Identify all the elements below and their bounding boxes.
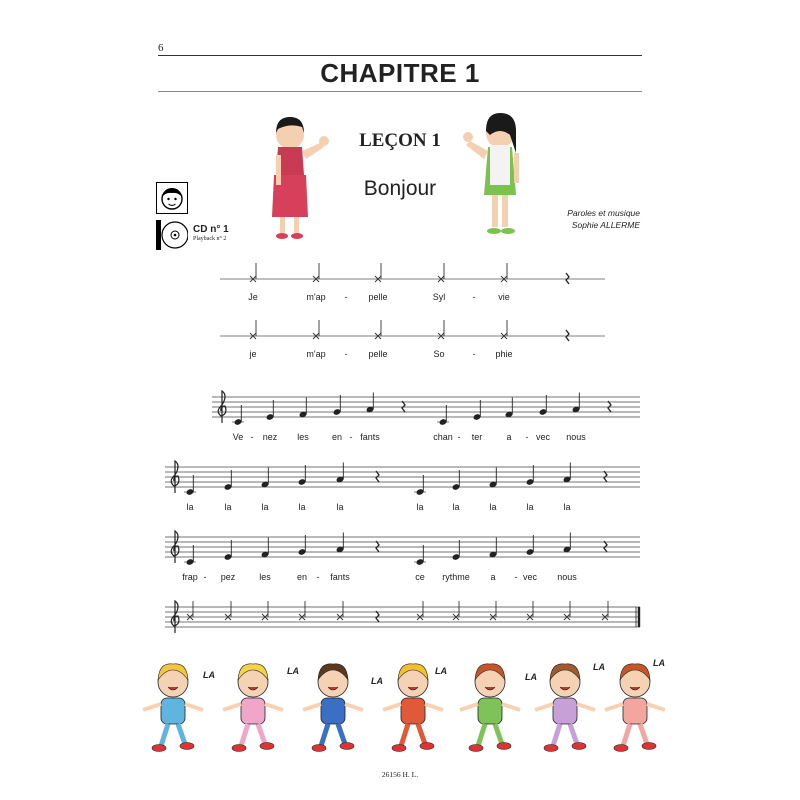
- staff-note: [452, 540, 461, 561]
- lyric-syllable: fants: [360, 432, 380, 442]
- staff-note: [336, 533, 345, 554]
- child-figure: [383, 664, 443, 752]
- staff-note: [526, 465, 535, 486]
- lyric-syllable: les: [297, 432, 309, 442]
- lyric-syllable: la: [186, 502, 194, 512]
- rest-symbol: [566, 273, 569, 284]
- staff-note: [224, 540, 233, 561]
- lyric-syllable: la: [336, 502, 344, 512]
- speech-la: LA: [653, 658, 665, 668]
- lyric-syllable: la: [563, 502, 571, 512]
- lyric-syllable: pez: [220, 572, 236, 582]
- lyric-syllable: vec: [535, 432, 551, 442]
- treble-clef-icon: [171, 461, 179, 493]
- lyric-syllable: la: [526, 502, 534, 512]
- treble-clef-icon: [171, 601, 179, 633]
- staff-note: [437, 405, 449, 426]
- staff-note: [489, 468, 498, 489]
- playback-label: Playback n° 2: [193, 236, 227, 242]
- lyric-syllable: en: [331, 432, 343, 442]
- staff-note: [473, 400, 482, 421]
- lyric-syllable: chan: [433, 432, 453, 442]
- child-figure: [303, 664, 363, 752]
- staff: [165, 601, 640, 633]
- lyric-syllable: la: [261, 502, 269, 512]
- staff-note: [414, 475, 426, 496]
- staff-note: [452, 470, 461, 491]
- staff-note: [572, 393, 581, 414]
- staff-note: [526, 535, 535, 556]
- staff-note: [414, 545, 426, 566]
- staff-note: [184, 475, 196, 496]
- treble-clef-icon: [171, 531, 179, 563]
- staves: [165, 391, 640, 633]
- staff-note: [232, 405, 244, 426]
- lyric-syllable: la: [224, 502, 232, 512]
- speech-la: LA: [593, 662, 605, 672]
- staff-note: [333, 395, 342, 416]
- rhythm-line: [220, 263, 605, 302]
- page-number: 6: [158, 42, 164, 54]
- lyric-syllable: Ve: [232, 432, 244, 442]
- lyric-syllable: nous: [566, 432, 586, 442]
- lyric-syllable: -: [316, 572, 320, 582]
- lyric-syllable: phie: [495, 349, 513, 359]
- lyric-syllable: -: [344, 292, 348, 302]
- lyric-syllable: -: [525, 432, 529, 442]
- rest-symbol: [376, 541, 379, 552]
- lyric-syllable: m'ap: [306, 292, 326, 302]
- staff: [165, 531, 640, 582]
- lyric-syllable: -: [472, 349, 476, 359]
- child-figure: [605, 664, 665, 752]
- rhythm-lines: [220, 263, 605, 359]
- staff-note: [261, 468, 270, 489]
- lyric-syllable: a: [506, 432, 512, 442]
- staff-note: [539, 395, 548, 416]
- staff-note: [336, 463, 345, 484]
- chapter-title: CHAPITRE 1: [320, 58, 480, 88]
- lyric-syllable: je: [249, 349, 257, 359]
- staff-note: [261, 538, 270, 559]
- lyric-syllable: a: [490, 572, 496, 582]
- lyric-syllable: ce: [415, 572, 425, 582]
- staff-note: [298, 465, 307, 486]
- staff-note: [505, 398, 514, 419]
- child-figure: [223, 664, 283, 752]
- lyric-syllable: ter: [471, 432, 483, 442]
- lyric-syllable: les: [259, 572, 271, 582]
- lyric-syllable: -: [344, 349, 348, 359]
- staff-note: [184, 545, 196, 566]
- lyric-syllable: fants: [330, 572, 350, 582]
- rest-symbol: [402, 401, 405, 412]
- staff-note: [563, 533, 572, 554]
- lyric-syllable: pelle: [368, 292, 388, 302]
- lyric-syllable: frap: [182, 572, 198, 582]
- lyric-syllable: la: [416, 502, 424, 512]
- lyric-syllable: nez: [262, 432, 278, 442]
- child-figure: [143, 664, 203, 752]
- staff-note: [298, 535, 307, 556]
- speech-la: LA: [203, 670, 215, 680]
- lyric-syllable: -: [349, 432, 353, 442]
- staff-note: [563, 463, 572, 484]
- lyric-syllable: So: [433, 349, 445, 359]
- lyric-syllable: -: [472, 292, 476, 302]
- rest-symbol: [604, 471, 607, 482]
- staff-note: [266, 400, 275, 421]
- lyric-syllable: Je: [248, 292, 258, 302]
- rest-symbol: [566, 330, 569, 341]
- staff-note: [224, 470, 233, 491]
- lyric-syllable: la: [298, 502, 306, 512]
- rest-symbol: [608, 401, 611, 412]
- lyric-syllable: -: [250, 432, 254, 442]
- lesson-title: LEÇON 1: [359, 130, 441, 151]
- lyric-syllable: -: [514, 572, 518, 582]
- staff-note: [366, 393, 375, 414]
- lyric-syllable: -: [457, 432, 461, 442]
- lyric-syllable: rythme: [442, 572, 470, 582]
- footer-code: 26156 H. L.: [381, 770, 419, 779]
- rest-symbol: [376, 611, 379, 622]
- speech-la: LA: [435, 666, 447, 676]
- lyric-syllable: pelle: [368, 349, 388, 359]
- lyric-syllable: en: [296, 572, 308, 582]
- child-figure: [535, 664, 595, 752]
- child-figure: [460, 664, 520, 752]
- lyric-syllable: m'ap: [306, 349, 326, 359]
- staff: [212, 391, 640, 442]
- credits-line-2: Sophie ALLERME: [571, 220, 640, 230]
- rest-symbol: [376, 471, 379, 482]
- speech-la: LA: [525, 672, 537, 682]
- staff: [165, 461, 640, 512]
- speech-la: LA: [287, 666, 299, 676]
- lyric-syllable: Syl: [432, 292, 446, 302]
- rhythm-line: [220, 320, 605, 359]
- lesson-subtitle: Bonjour: [363, 177, 437, 200]
- lyric-syllable: vec: [522, 572, 538, 582]
- speech-la: LA: [371, 676, 383, 686]
- children-dancing-illustration: [135, 648, 665, 760]
- staff-note: [489, 538, 498, 559]
- rest-symbol: [604, 541, 607, 552]
- lyric-syllable: -: [203, 572, 207, 582]
- lyric-syllable: nous: [557, 572, 577, 582]
- lyric-syllable: la: [489, 502, 497, 512]
- treble-clef-icon: [218, 391, 226, 423]
- staff-note: [299, 398, 308, 419]
- lyric-syllable: vie: [498, 292, 510, 302]
- credits-line-1: Paroles et musique: [567, 208, 640, 218]
- lyric-syllable: la: [452, 502, 460, 512]
- cd-label: CD n° 1: [193, 224, 229, 235]
